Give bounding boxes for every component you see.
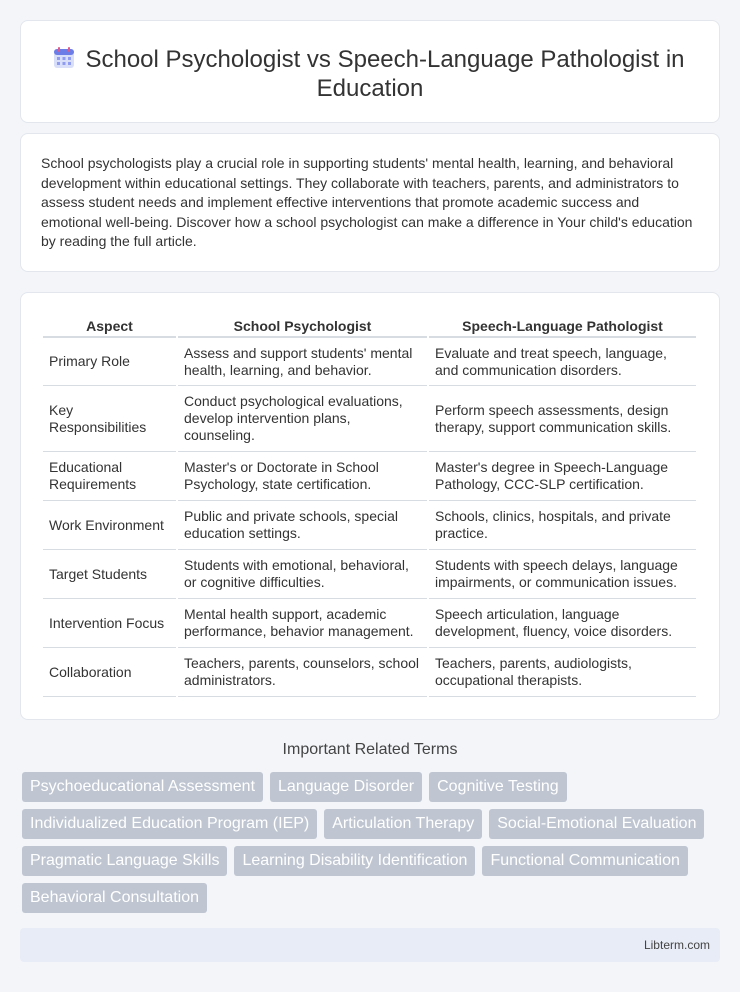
table-row (43, 386, 696, 452)
school-psychologist-cell: Teachers, parents, counselors, school administrators. (178, 648, 427, 697)
school-psychologist-cell: Public and private schools, special education settings. (178, 501, 427, 550)
school-psychologist-cell: Mental health support, academic performance, behavior management. (178, 599, 427, 648)
header-aspect: Aspect (43, 315, 176, 338)
aspect-cell: Educational Requirements (43, 452, 176, 501)
comparison-card (20, 292, 720, 720)
page-title: School Psychologist vs Speech-Language Pathologist in Education (85, 46, 685, 102)
header-speech-language-pathologist: Speech-Language Pathologist (429, 315, 696, 338)
intro-card (20, 133, 720, 272)
related-terms-title: Important Related Terms (282, 741, 458, 758)
table-row (43, 452, 696, 501)
comparison-table (41, 315, 698, 697)
footer-brand-link[interactable]: Libterm.com (643, 938, 710, 952)
school-psychologist-cell: Assess and support students' mental health, learning, and behavior. (178, 338, 427, 386)
slp-cell: Perform speech assessments, design therapy, support communication skills. (429, 386, 696, 452)
slp-cell: Teachers, parents, audiologists, occupational therapists. (429, 648, 696, 697)
school-psychologist-cell: Students with emotional, behavioral, or cognitive difficulties. (178, 550, 427, 599)
tag-psychoeducational-assessment[interactable]: Psychoeducational Assessment (22, 772, 263, 802)
header-school-psychologist: School Psychologist (178, 315, 427, 338)
table-row (43, 599, 696, 648)
aspect-cell: Key Responsibilities (43, 386, 176, 452)
tag-learning-disability-identification[interactable]: Learning Disability Identification (234, 846, 475, 876)
school-psychologist-cell: Master's or Doctorate in School Psychology, state certification. (178, 452, 427, 501)
related-terms-tags (22, 772, 712, 913)
tag-social-emotional-evaluation[interactable]: Social-Emotional Evaluation (489, 809, 704, 839)
slp-cell: Schools, clinics, hospitals, and private practice. (429, 501, 696, 550)
aspect-cell: Intervention Focus (43, 599, 176, 648)
tag-articulation-therapy[interactable]: Articulation Therapy (324, 809, 482, 839)
school-psychologist-cell: Conduct psychological evaluations, develop intervention plans, counseling. (178, 386, 427, 452)
tag-iep[interactable]: Individualized Education Program (IEP) (22, 809, 317, 839)
tag-behavioral-consultation[interactable]: Behavioral Consultation (22, 883, 207, 913)
aspect-cell: Target Students (43, 550, 176, 599)
tag-cognitive-testing[interactable]: Cognitive Testing (429, 772, 567, 802)
table-row (43, 648, 696, 697)
aspect-cell: Collaboration (43, 648, 176, 697)
intro-paragraph: School psychologists play a crucial role in supporting students' mental health, learning, and behavioral development within educational settings. They collaborate with teachers, parents, and administrators to assess student needs and implement effective interventions that promote academic success and emotional well-being. Discover how a school psychologist can make a difference in Your child's education by reading the full article. (41, 155, 693, 249)
slp-cell: Students with speech delays, language impairments, or communication issues. (429, 550, 696, 599)
slp-cell: Speech articulation, language development, fluency, voice disorders. (429, 599, 696, 648)
tag-pragmatic-language-skills[interactable]: Pragmatic Language Skills (22, 846, 227, 876)
aspect-cell: Work Environment (43, 501, 176, 550)
table-row (43, 550, 696, 599)
tag-functional-communication[interactable]: Functional Communication (482, 846, 687, 876)
slp-cell: Master's degree in Speech-Language Pathology, CCC-SLP certification. (429, 452, 696, 501)
title-card (20, 20, 720, 123)
table-row (43, 338, 696, 386)
footer (20, 928, 720, 962)
tag-language-disorder[interactable]: Language Disorder (270, 772, 422, 802)
slp-cell: Evaluate and treat speech, language, and communication disorders. (429, 338, 696, 386)
table-row (43, 501, 696, 550)
aspect-cell: Primary Role (43, 338, 176, 386)
table-header-row (43, 315, 696, 338)
